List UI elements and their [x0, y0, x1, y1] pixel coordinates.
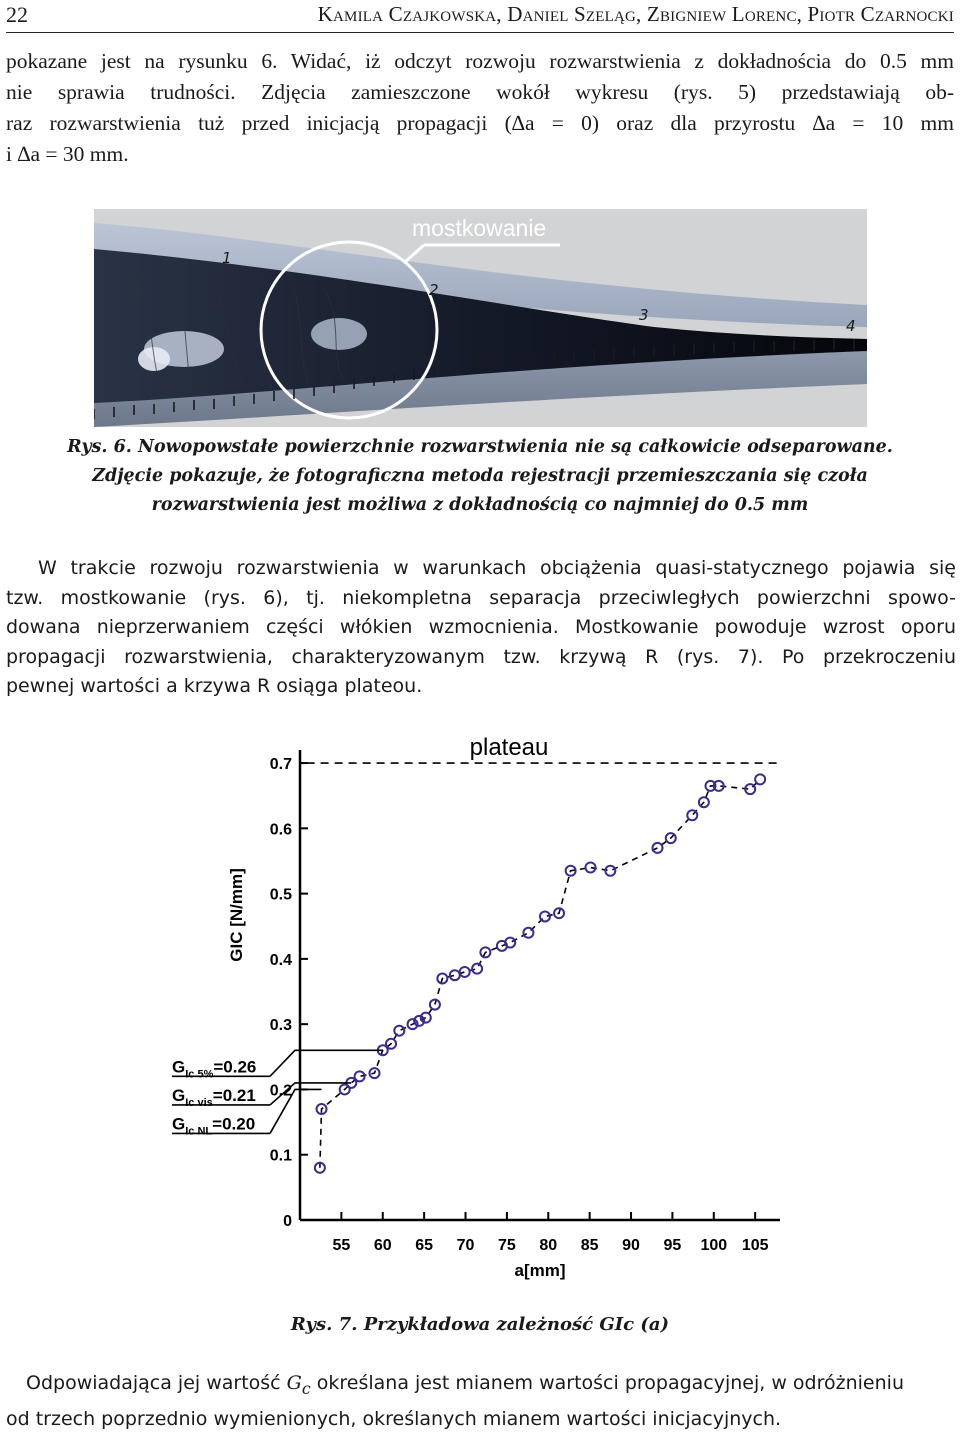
gic-marker-base: G: [172, 1114, 186, 1134]
paragraph-1: [6, 46, 954, 170]
x-tick-label: 75: [497, 1237, 516, 1254]
x-tick-label: 95: [663, 1237, 682, 1254]
delamination-photo: [94, 209, 867, 427]
paragraph-3-line: [6, 1368, 956, 1404]
paragraph-1-line: nie sprawia trudności. Zdjęcia zamieszczone wokół wykresu (rys. 5) przedstawiają ob-: [6, 80, 954, 104]
caption-line: rozwarstwienia jest możliwa z dokładnością co najmniej do 0.5 mm: [151, 495, 809, 515]
x-tick-label: 70: [456, 1237, 475, 1254]
y-axis-label: GIC [N/mm]: [227, 868, 246, 962]
photo-label: mostkowanie: [412, 215, 547, 241]
gic-marker-base: G: [172, 1057, 186, 1077]
reflection: [311, 318, 367, 350]
x-tick-label: 80: [539, 1237, 558, 1254]
paragraph-3-text: określana jest mianem wartości propagacyjnej, w odróżnieniu: [310, 1372, 904, 1394]
y-tick-label: 0.2: [269, 1082, 292, 1100]
y-tick-label: 0.7: [269, 756, 292, 774]
data-point: [430, 1000, 440, 1010]
x-tick-label: 90: [622, 1237, 640, 1254]
paragraph-2: [6, 554, 956, 702]
running-head-authors: Kamila Czajkowska, Daniel Szeląg, Zbigniew Lorenc, Piotr Czarnocki: [317, 2, 954, 26]
data-point: [523, 928, 533, 938]
gic-marker-subscript: Ic 5%: [185, 1068, 214, 1081]
paragraph-3-line: od trzech poprzednio wymienionych, określanych mianem wartości inicjacyjnych.: [6, 1407, 782, 1430]
x-tick-label: 55: [332, 1237, 351, 1254]
paragraph-1-line: pokazane jest na rysunku 6. Widać, iż odczyt rozwoju rozwarstwienia z dokładnościa do 0.5 mm: [6, 49, 954, 73]
y-tick-label: 0: [283, 1213, 292, 1230]
paragraph-2-line: dowana nieprzerwaniem części włókien wzmocnienia. Mostkowanie powoduje wzrost oporu: [6, 616, 956, 639]
y-tick-label: 0.4: [269, 951, 292, 969]
gic-marker-value: =0.21: [212, 1085, 256, 1105]
paragraph-2-line: pewnej wartości a krzywa R osiąga plateou.: [6, 675, 423, 698]
data-point: [394, 1026, 404, 1036]
y-tick-label: 0.1: [269, 1147, 292, 1165]
caption-line: Rys. 6. Nowopowstałe powierzchnie rozwarstwienia nie są całkowicie odseparowane.: [67, 437, 893, 457]
gic-marker-value: =0.20: [212, 1114, 256, 1134]
x-tick-label: 65: [415, 1237, 434, 1254]
x-tick-label: 100: [700, 1237, 728, 1254]
y-tick-label: 0.3: [269, 1017, 292, 1035]
x-tick-label: 60: [373, 1237, 392, 1254]
gc-subscript: c: [301, 1378, 311, 1398]
page-number: 22: [6, 2, 28, 27]
paragraph-3-text: Odpowiadająca jej wartość: [26, 1372, 287, 1394]
x-tick-label: 85: [580, 1237, 599, 1254]
gic-marker-leader: [270, 1050, 383, 1076]
r-curve-plot: [160, 730, 820, 1310]
paragraph-1-line: i ∆a = 30 mm.: [6, 142, 129, 166]
crack-mark: 2: [429, 281, 439, 299]
gic-marker-subscript: Ic NL: [185, 1125, 213, 1138]
x-tick-label: 105: [741, 1237, 769, 1254]
caption-line: Zdjęcie pokazuje, że fotograficzna metoda rejestracji przemieszczania się czoła: [92, 466, 868, 486]
paragraph-2-line: tzw. mostkowanie (rys. 6), tj. niekompletna separacja przeciwległych powierzchni spowo-: [6, 586, 956, 609]
paragraph-1-line: raz rozwarstwienia tuż przed inicjacją propagacji (∆a = 0) oraz dla przyrostu ∆a = 10 mm: [6, 111, 954, 135]
gic-marker-subscript: Ic vis: [185, 1096, 213, 1109]
crack-mark: 1: [222, 249, 232, 267]
figure-7-chart: [160, 730, 820, 1310]
trend-line: [320, 779, 760, 1167]
paragraph-2-line: W trakcie rozwoju rozwarstwienia w warunkach obciążenia quasi-statycznego pojawia się: [38, 557, 956, 579]
data-point: [450, 970, 460, 980]
gc-symbol: G: [286, 1372, 302, 1394]
page-header: [6, 2, 954, 30]
data-point: [653, 843, 663, 853]
plateau-label: plateau: [469, 734, 549, 762]
y-tick-label: 0.6: [269, 821, 292, 839]
gic-marker-base: G: [172, 1085, 186, 1105]
figure-6-photo: [94, 209, 867, 427]
paragraph-2-line: propagacji rozwarstwienia, charakteryzowanym tzw. krzywą R (rys. 7). Po przekroczeniu: [6, 645, 956, 668]
crack-mark: 3: [639, 306, 649, 324]
data-point: [687, 810, 697, 820]
paragraph-3: [6, 1368, 956, 1434]
crack-mark: 4: [846, 317, 856, 335]
data-point: [460, 967, 470, 977]
header-rule: [6, 32, 954, 33]
figure-7-caption: Rys. 7. Przykładowa zależność GIc (a): [290, 1314, 670, 1335]
data-point: [755, 774, 765, 784]
gic-marker-value: =0.26: [213, 1057, 257, 1077]
y-tick-label: 0.5: [269, 886, 292, 904]
data-point: [472, 964, 482, 974]
x-axis-label: a[mm]: [514, 1261, 566, 1280]
figure-6-caption: [40, 433, 920, 520]
